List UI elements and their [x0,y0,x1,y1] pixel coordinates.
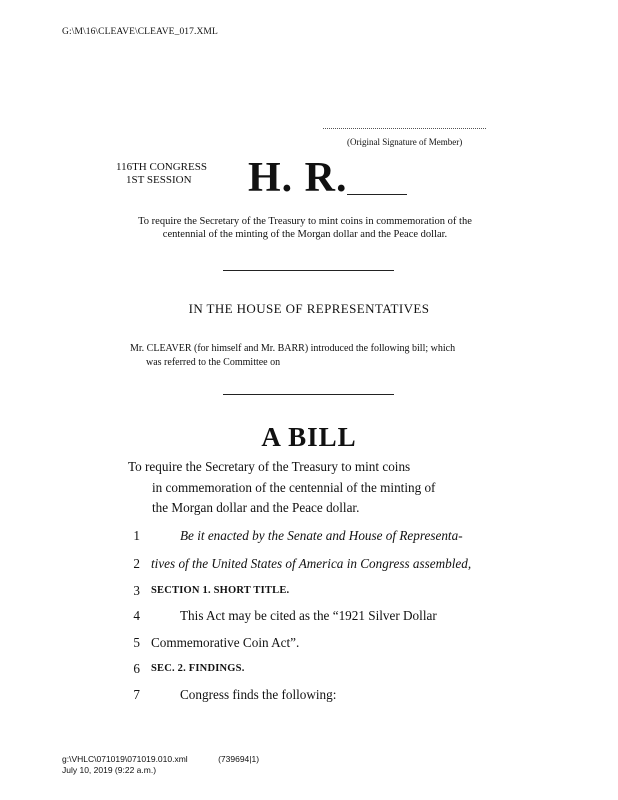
line-number: 5 [133,635,140,650]
section-heading: SEC. 2. FINDINGS. [151,663,245,674]
footer-date: July 10, 2019 (9:22 a.m.) [62,765,157,775]
signature-label: (Original Signature of Member) [347,137,463,147]
line-number: 4 [133,608,140,623]
line-text: Commemorative Coin Act”. [151,635,300,650]
purpose-line-1: To require the Secretary of the Treasury to mint coins [128,459,411,474]
line-number: 6 [133,661,140,676]
session-label: 1ST SESSION [126,174,192,186]
house-heading: IN THE HOUSE OF REPRESENTATIVES [188,301,430,316]
purpose-line-3: the Morgan dollar and the Peace dollar. [152,500,360,515]
line-number: 7 [133,687,140,702]
line-number: 3 [133,583,140,598]
bill-title: A BILL [261,422,357,452]
divider-rule [223,394,394,395]
introduction-statement [130,342,500,370]
intro-line-1: Mr. CLEAVER (for himself and Mr. BARR) introduced the following bill; which [130,343,456,354]
divider-rule [223,270,394,271]
bill-line [0,608,618,628]
bill-number-prefix: H. R. [248,155,348,201]
congress-session-block [116,161,207,187]
bill-line [0,556,618,576]
line-text: Be it enacted by the Senate and House of Representa- [180,528,463,543]
line-number: 2 [133,556,140,571]
bill-purpose [128,457,490,519]
line-text: Congress finds the following: [180,687,337,702]
signature-line [323,128,486,129]
bill-line [0,635,618,655]
footer-file-path: g:\VHLC\071019\071019.010.xml [62,754,188,764]
bill-line [0,583,618,603]
document-footer [62,754,259,776]
bill-line [0,528,618,548]
line-number: 1 [133,528,140,543]
bill-number-blank [347,194,407,195]
document-file-path: G:\M\16\CLEAVE\CLEAVE_017.XML [62,27,218,37]
bill-line [0,661,618,681]
bill-line [0,687,618,707]
intro-line-2: was referred to the Committee on [146,357,281,368]
line-text: This Act may be cited as the “1921 Silver Dollar [180,608,437,623]
footer-code: (739694|1) [218,754,260,764]
purpose-line-2: in commemoration of the centennial of the minting of [152,479,436,495]
bill-summary: To require the Secretary of the Treasury to mint coins in commemoration of the centennial of the minting of the Morgan dollar and the Peace dollar. [138,216,472,240]
section-heading: SECTION 1. SHORT TITLE. [151,585,290,596]
line-text: tives of the United States of America in Congress assembled, [151,556,472,571]
congress-label: 116TH CONGRESS [116,161,207,173]
